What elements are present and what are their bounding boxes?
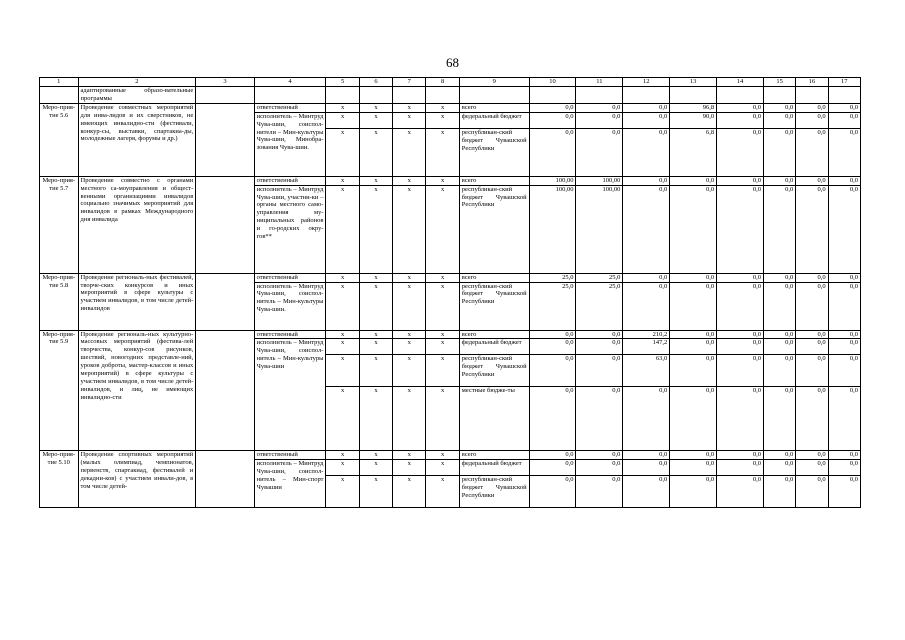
value-cell: 0,0 [623,185,670,273]
value-cell: 25,0 [529,282,576,330]
value-cell: 25,0 [576,282,623,330]
value-cell: 0,0 [717,282,764,330]
value-cell: 0,0 [796,451,828,460]
value-cell: 0,0 [828,185,860,273]
column-number: 5 [326,78,359,87]
executor-label: ответственный [254,176,326,185]
value-cell: 0,0 [529,460,576,476]
mark-cell: x [393,112,426,128]
mark-cell: x [426,112,459,128]
mark-cell: x [326,387,359,451]
funding-source: местные бюдже-ты [459,387,529,451]
value-cell: 0,0 [796,476,828,508]
value-cell: 0,0 [796,355,828,387]
measure-code: Меро-прия-тие 5.9 [40,330,79,451]
value-cell: 100,00 [576,185,623,273]
value-cell: 0,0 [717,451,764,460]
mark-cell: x [326,460,359,476]
value-cell: 0,0 [623,103,670,112]
executor-label: ответственный [254,103,326,112]
value-cell: 0,0 [576,387,623,451]
column-number: 10 [529,78,576,87]
column-number: 13 [670,78,717,87]
value-cell: 0,0 [623,176,670,185]
value-cell: 0,0 [717,387,764,451]
value-cell: 0,0 [796,339,828,355]
mark-cell: x [359,185,392,273]
mark-cell: x [426,273,459,282]
mark-cell: x [393,339,426,355]
value-cell: 0,0 [670,451,717,460]
funding-source: федеральный бюджет [459,339,529,355]
funding-source: всего [459,176,529,185]
column-number-row [40,78,861,87]
mark-cell: x [393,451,426,460]
value-cell: 0,0 [763,355,795,387]
value-cell: 0,0 [576,112,623,128]
value-cell: 25,0 [529,273,576,282]
mark-cell: x [393,355,426,387]
funding-source: всего [459,330,529,339]
value-cell: 0,0 [576,128,623,176]
value-cell: 0,0 [717,355,764,387]
value-cell: 0,0 [763,460,795,476]
measure-row [40,273,861,282]
value-cell: 0,0 [670,460,717,476]
column-number: 12 [623,78,670,87]
value-cell: 0,0 [763,176,795,185]
value-cell: 0,0 [796,460,828,476]
value-cell: 0,0 [576,476,623,508]
value-cell: 0,0 [623,451,670,460]
value-cell: 0,0 [670,387,717,451]
mark-cell: x [359,476,392,508]
value-cell: 0,0 [717,476,764,508]
executor-text: исполнитель – Минтруд Чува-шии, участни-ки – органы местного само-управления му-ниципальных районов и го-родских окру-гов** [254,185,326,273]
mark-cell: x [426,460,459,476]
measure-description: Проведение спортивных мероприятий (малых олимпиад, чемпионатов, первенств, спартакиад, фестивалей и декадни-ков) с участием инвали-дов, в том числе детей- [78,451,196,508]
measure-code: Меро-прия-тие 5.10 [40,451,79,508]
value-cell: 0,0 [717,460,764,476]
value-cell: 0,0 [763,273,795,282]
mark-cell: x [359,460,392,476]
value-cell: 0,0 [670,176,717,185]
value-cell: 0,0 [623,282,670,330]
funding-source: республикан-ский бюджет Чувашской Республики [459,282,529,330]
value-cell: 0,0 [623,476,670,508]
value-cell: 0,0 [623,273,670,282]
value-cell: 0,0 [717,330,764,339]
value-cell: 0,0 [796,185,828,273]
value-cell: 25,0 [576,273,623,282]
mark-cell: x [393,185,426,273]
value-cell: 0,0 [828,128,860,176]
mark-cell: x [326,273,359,282]
value-cell: 210,2 [623,330,670,339]
measure-code: Меро-прия-тие 5.8 [40,273,79,330]
value-cell: 0,0 [623,128,670,176]
continuation-text: адаптированные образо-вательные программы [78,87,196,104]
measure-code: Меро-прия-тие 5.6 [40,103,79,176]
value-cell: 0,0 [763,185,795,273]
executor-text: исполнитель – Минтруд Чува-шии, соиспол-нители – Мин-культуры Чува-шии, Минобра-зования Чува-шии. [254,112,326,176]
funding-source: республикан-ский бюджет Чувашской Республики [459,355,529,387]
funding-source: всего [459,103,529,112]
measure-description: Проведение совместных мероприятий для инва-лидов и их сверстников, не имеющих инвалидно-сти (фестивали, конкур-сы, выставки, спартакиа-ды, молодежные лагеря, форумы и др.) [78,103,196,176]
mark-cell: x [326,185,359,273]
measure-code: Меро-прия-тие 5.7 [40,176,79,273]
value-cell: 0,0 [828,460,860,476]
value-cell: 0,0 [828,103,860,112]
executor-text: исполнитель – Минтруд Чува-шии, соиспол-нитель – Мин-культуры Чува-шии. [254,282,326,330]
value-cell: 0,0 [763,451,795,460]
column-number: 6 [359,78,392,87]
executor-text: исполнитель – Минтруд Чува-шии, соиспол-нитель – Мин-культуры Чува-шии [254,339,326,451]
executor-text: исполнитель – Минтруд Чува-шии, соиспол-нитель – Мин-спорт Чувашии [254,460,326,508]
value-cell: 0,0 [796,103,828,112]
value-cell: 0,0 [717,103,764,112]
value-cell: 0,0 [763,387,795,451]
measure-description: Проведение региональ-ных культурно-массовых мероприятий (фестива-лей творчества, конкур-сов рисунков, шествий, новогодних представле-ний, уроков доброты, мастер-классов и иных мероприятий) в сфере культуры с участием инвалидов, в том числе детей-инвалидов, и лиц, не имеющих инвалидно-сти [78,330,196,451]
value-cell: 0,0 [763,282,795,330]
value-cell: 0,0 [828,476,860,508]
value-cell: 0,0 [763,476,795,508]
mark-cell: x [359,330,392,339]
value-cell: 0,0 [828,282,860,330]
value-cell: 0,0 [576,460,623,476]
mark-cell: x [426,176,459,185]
value-cell: 0,0 [670,282,717,330]
executor-label: ответственный [254,330,326,339]
empty-cell [196,330,254,451]
column-number: 1 [40,78,79,87]
mark-cell: x [393,103,426,112]
funding-source: федеральный бюджет [459,460,529,476]
value-cell: 0,0 [796,128,828,176]
column-number: 7 [393,78,426,87]
value-cell: 0,0 [717,185,764,273]
value-cell: 0,0 [529,103,576,112]
mark-cell: x [326,330,359,339]
value-cell: 100,00 [529,176,576,185]
mark-cell: x [426,451,459,460]
mark-cell: x [393,476,426,508]
value-cell: 0,0 [763,103,795,112]
mark-cell: x [326,112,359,128]
value-cell: 0,0 [529,339,576,355]
value-cell: 0,0 [670,330,717,339]
mark-cell: x [326,282,359,330]
column-number: 8 [426,78,459,87]
mark-cell: x [359,273,392,282]
value-cell: 0,0 [796,176,828,185]
value-cell: 0,0 [828,387,860,451]
column-number: 2 [78,78,196,87]
funding-source: республикан-ский бюджет Чувашской Республики [459,476,529,508]
value-cell: 0,0 [828,355,860,387]
value-cell: 0,0 [763,112,795,128]
program-table [39,77,861,508]
value-cell: 147,2 [623,339,670,355]
continuation-row [40,87,861,104]
mark-cell: x [393,330,426,339]
value-cell: 96,8 [670,103,717,112]
mark-cell: x [326,476,359,508]
mark-cell: x [326,339,359,355]
value-cell: 0,0 [623,460,670,476]
value-cell: 0,0 [623,112,670,128]
value-cell: 0,0 [529,355,576,387]
executor-label: ответственный [254,451,326,460]
mark-cell: x [393,282,426,330]
value-cell: 0,0 [763,339,795,355]
value-cell: 100,00 [576,176,623,185]
mark-cell: x [426,185,459,273]
value-cell: 63,0 [623,355,670,387]
column-number: 14 [717,78,764,87]
value-cell: 0,0 [576,330,623,339]
column-number: 15 [763,78,795,87]
mark-cell: x [359,282,392,330]
mark-cell: x [326,176,359,185]
empty-cell [196,451,254,508]
mark-cell: x [393,128,426,176]
mark-cell: x [359,339,392,355]
measure-description: Проведение региональ-ных фестивалей, творче-ских конкурсов и иных мероприятий в сфере культуры с участием инвалидов, в том числе детей-инвалидов [78,273,196,330]
value-cell: 0,0 [670,185,717,273]
value-cell: 0,0 [796,273,828,282]
mark-cell: x [326,128,359,176]
mark-cell: x [426,330,459,339]
empty-cell [196,103,254,176]
mark-cell: x [393,387,426,451]
value-cell: 100,00 [529,185,576,273]
mark-cell: x [326,355,359,387]
column-number: 9 [459,78,529,87]
value-cell: 0,0 [796,387,828,451]
value-cell: 0,0 [828,339,860,355]
value-cell: 0,0 [828,451,860,460]
mark-cell: x [426,476,459,508]
value-cell: 0,0 [796,112,828,128]
mark-cell: x [393,273,426,282]
value-cell: 0,0 [623,387,670,451]
value-cell: 0,0 [670,476,717,508]
empty-cell [196,176,254,273]
value-cell: 0,0 [670,355,717,387]
value-cell: 0,0 [576,451,623,460]
value-cell: 0,0 [670,273,717,282]
funding-source: республикан-ский бюджет Чувашской Республики [459,185,529,273]
measure-description: Проведение совместно с органами местного са-моуправления и общест-венными организациями инвалидов социально значимых мероприятий для инвалидов в рамках Международного дня инвалида [78,176,196,273]
measure-row [40,103,861,112]
value-cell: 0,0 [828,176,860,185]
mark-cell: x [326,451,359,460]
measure-row [40,176,861,185]
value-cell: 0,0 [529,387,576,451]
column-number: 17 [828,78,860,87]
funding-source: всего [459,273,529,282]
mark-cell: x [426,355,459,387]
column-number: 16 [796,78,828,87]
column-number: 4 [254,78,326,87]
mark-cell: x [426,339,459,355]
mark-cell: x [426,128,459,176]
value-cell: 0,0 [576,339,623,355]
value-cell: 90,0 [670,112,717,128]
value-cell: 0,0 [763,128,795,176]
value-cell: 0,0 [717,112,764,128]
value-cell: 0,0 [576,103,623,112]
value-cell: 0,0 [717,128,764,176]
funding-source: республикан-ский бюджет Чувашской Республики [459,128,529,176]
mark-cell: x [426,387,459,451]
mark-cell: x [359,355,392,387]
measure-row [40,451,861,460]
column-number: 11 [576,78,623,87]
value-cell: 0,0 [529,330,576,339]
empty-cell [196,273,254,330]
value-cell: 0,0 [576,355,623,387]
value-cell: 0,0 [529,128,576,176]
mark-cell: x [359,128,392,176]
executor-label: ответственный [254,273,326,282]
mark-cell: x [426,103,459,112]
value-cell: 0,0 [796,330,828,339]
value-cell: 0,0 [529,451,576,460]
value-cell: 0,0 [828,112,860,128]
value-cell: 0,0 [670,339,717,355]
value-cell: 0,0 [763,330,795,339]
value-cell: 0,0 [717,176,764,185]
value-cell: 0,0 [529,476,576,508]
mark-cell: x [359,103,392,112]
mark-cell: x [359,451,392,460]
mark-cell: x [359,387,392,451]
mark-cell: x [426,282,459,330]
funding-source: всего [459,451,529,460]
value-cell: 6,8 [670,128,717,176]
value-cell: 0,0 [717,339,764,355]
column-number: 3 [196,78,254,87]
mark-cell: x [359,112,392,128]
mark-cell: x [393,460,426,476]
mark-cell: x [393,176,426,185]
value-cell: 0,0 [796,282,828,330]
page-number: 68 [446,55,459,70]
funding-source: федеральный бюджет [459,112,529,128]
value-cell: 0,0 [717,273,764,282]
mark-cell: x [326,103,359,112]
value-cell: 0,0 [529,112,576,128]
value-cell: 0,0 [828,330,860,339]
mark-cell: x [359,176,392,185]
measure-row [40,330,861,339]
value-cell: 0,0 [828,273,860,282]
